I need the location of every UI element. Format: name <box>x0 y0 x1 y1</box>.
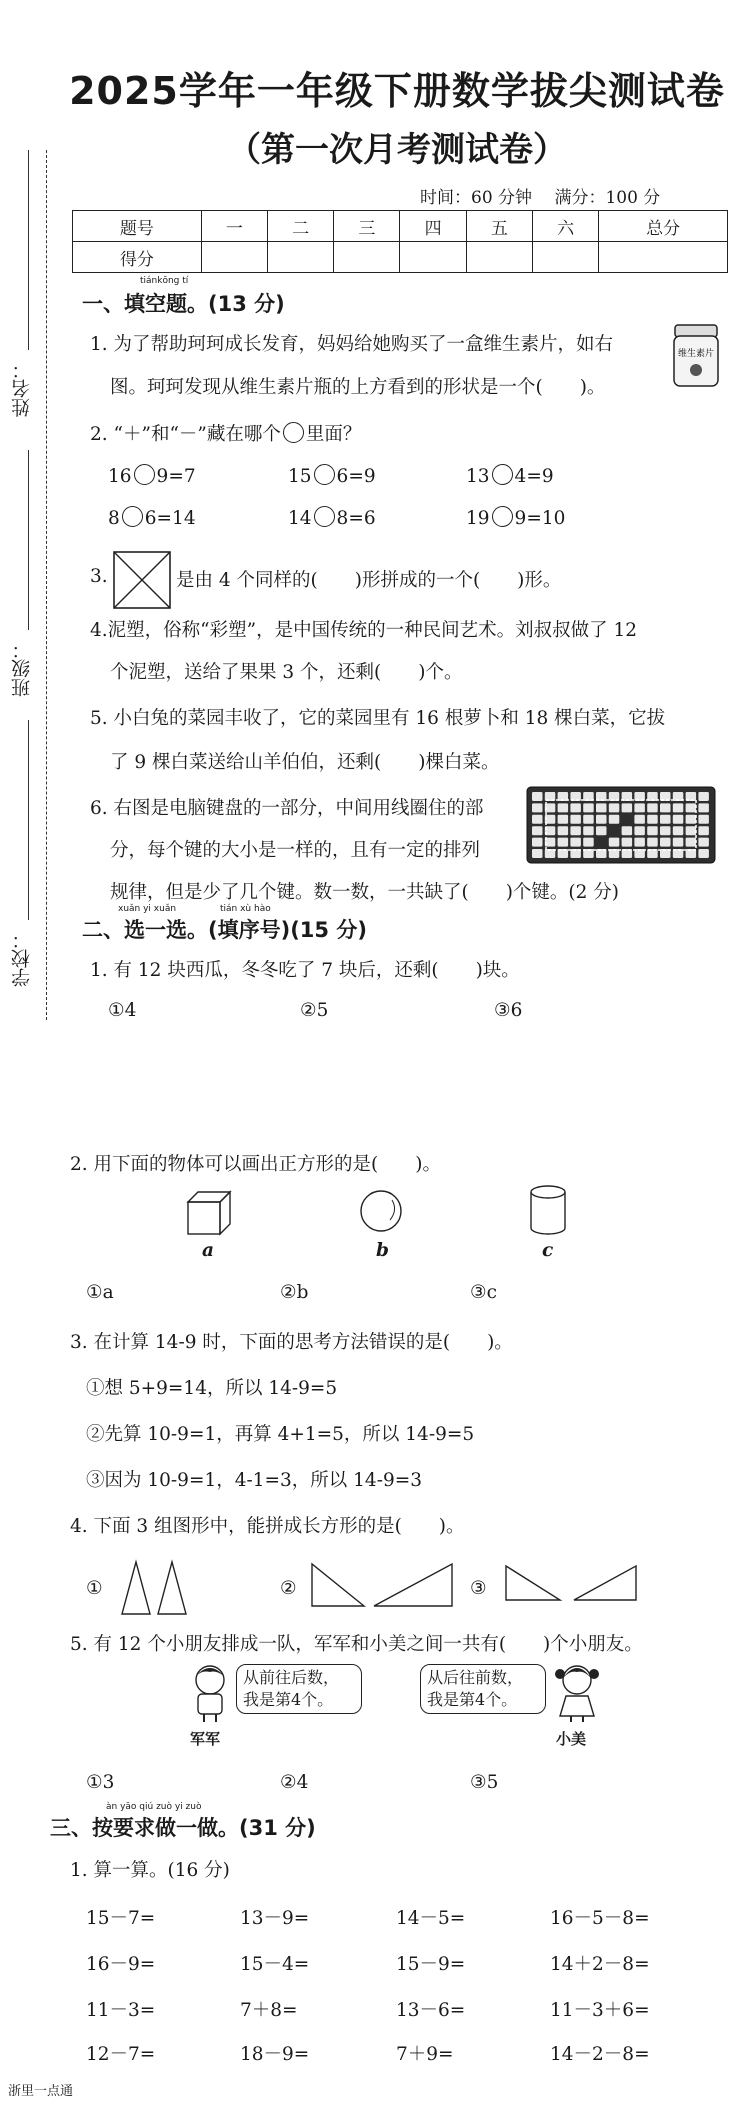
num: 16 <box>108 466 132 487</box>
pinyin: àn yāo qiú zuò yi zuò <box>106 1802 202 1812</box>
pinyin: tiánkōng tí <box>140 276 189 286</box>
keyboard-key <box>634 803 645 812</box>
score-cell: 得分 <box>73 242 202 273</box>
keyboard-key <box>647 803 658 812</box>
q2-item <box>108 506 196 529</box>
q2-item <box>288 506 376 529</box>
bubble-text: 从前往后数， <box>243 1668 340 1687</box>
keyboard-key <box>698 803 709 812</box>
q6-line2: 分，每个键的大小是一样的，且有一定的排列 <box>110 840 481 861</box>
q6-line1: 6. 右图是电脑键盘的一部分，中间用线圈住的部 <box>90 798 484 819</box>
ball-figure <box>358 1188 404 1234</box>
answer-circle[interactable] <box>134 464 155 485</box>
keyboard-key <box>673 826 684 835</box>
keyboard-key <box>583 803 594 812</box>
keyboard-key <box>647 838 658 847</box>
s3-sub1: 1. 算一算。(16 分) <box>70 1860 230 1881</box>
score-input-cell[interactable] <box>268 242 334 273</box>
q2-line <box>90 420 361 446</box>
keyboard-key <box>570 815 581 824</box>
option: ③c <box>470 1282 497 1303</box>
keyboard-key <box>622 826 633 835</box>
q1-line1: 1. 为了帮助珂珂成长发育，妈妈给她购买了一盒维生素片，如右 <box>90 334 614 355</box>
figure-label: b <box>376 1240 389 1261</box>
footer-brand: 浙里一点通 <box>8 2084 74 2099</box>
option-mark: ② <box>280 1578 297 1599</box>
q4-line2: 个泥塑，送给了果果 3 个，还剩( )个。 <box>110 662 463 683</box>
q2-item <box>466 506 565 529</box>
keyboard-key <box>660 838 671 847</box>
option: ②4 <box>280 1772 309 1793</box>
keyboard-key <box>698 792 709 801</box>
option: ①想 5+9=14，所以 14-9=5 <box>86 1378 338 1399</box>
q5-line2: 了 9 棵白菜送给山羊伯伯，还剩( )棵白菜。 <box>110 752 500 773</box>
score-input-cell[interactable] <box>532 242 598 273</box>
calc-item: 7＋9= <box>396 2044 454 2065</box>
keyboard-key <box>596 803 607 812</box>
calc-item: 14－2－8= <box>550 2044 650 2065</box>
cylinder-figure <box>528 1184 568 1236</box>
score-table-header-row <box>73 211 728 242</box>
s2-q5: 5. 有 12 个小朋友排成一队，军军和小美之间一共有( )个小朋友。 <box>70 1634 643 1655</box>
q2-item <box>108 464 196 487</box>
keyboard-key <box>558 838 569 847</box>
page-subtitle: （第一次月考测试卷） <box>227 130 567 170</box>
speech-bubble-junjun <box>236 1664 362 1714</box>
answer-circle[interactable] <box>492 506 513 527</box>
keyboard-key <box>698 849 709 858</box>
num: 9=10 <box>514 508 566 529</box>
two-right-triangles-figure <box>308 1560 458 1610</box>
score-input-cell[interactable] <box>334 242 400 273</box>
option: ②5 <box>300 1000 329 1021</box>
calc-item: 7＋8= <box>240 2000 298 2021</box>
score-input-cell[interactable] <box>400 242 466 273</box>
answer-circle[interactable] <box>314 464 335 485</box>
q2-item <box>466 464 554 487</box>
calc-item: 12－7= <box>86 2044 156 2065</box>
two-obtuse-triangles-figure <box>502 1562 642 1604</box>
score-cell: 总分 <box>599 211 728 242</box>
option: ③因为 10-9=1，4-1=3，所以 14-9=3 <box>86 1470 422 1491</box>
num: 8=6 <box>336 508 376 529</box>
section-2-title: 二、选一选。(填序号)(15 分) <box>82 918 367 942</box>
calc-item: 13－6= <box>396 2000 466 2021</box>
keyboard-key <box>673 803 684 812</box>
keyboard-key <box>596 815 607 824</box>
name-junjun: 军军 <box>190 1730 221 1748</box>
option: ①a <box>86 1282 114 1303</box>
section-1-title: 一、填空题。(13 分) <box>82 292 285 316</box>
keyboard-key <box>686 815 697 824</box>
num: 4=9 <box>514 466 554 487</box>
keyboard-key <box>660 815 671 824</box>
keyboard-key <box>583 826 594 835</box>
s2-q4: 4. 下面 3 组图形中，能拼成长方形的是( )。 <box>70 1516 465 1537</box>
keyboard-key <box>686 803 697 812</box>
score-cell: 四 <box>400 211 466 242</box>
score-input-cell[interactable] <box>599 242 728 273</box>
keyboard-key <box>622 803 633 812</box>
binding-dashed-line <box>46 150 47 1020</box>
name-xiaomei: 小美 <box>556 1730 587 1748</box>
keyboard-key <box>647 815 658 824</box>
option-mark: ③ <box>470 1578 487 1599</box>
score-input-cell[interactable] <box>466 242 532 273</box>
option: ③6 <box>494 1000 523 1021</box>
calc-item: 15－4= <box>240 1954 310 1975</box>
score-cell: 二 <box>268 211 334 242</box>
keyboard-key <box>558 803 569 812</box>
num: 13 <box>466 466 490 487</box>
bubble-text: 我是第4个。 <box>243 1690 334 1709</box>
num: 6=14 <box>144 508 196 529</box>
option: ①4 <box>108 1000 137 1021</box>
calc-item: 15－7= <box>86 1908 156 1929</box>
keyboard-key <box>686 826 697 835</box>
keyboard-key <box>609 815 620 824</box>
num: 9=7 <box>156 466 196 487</box>
calc-item: 15－9= <box>396 1954 466 1975</box>
keyboard-key <box>583 815 594 824</box>
keyboard-key <box>570 826 581 835</box>
page-title: 2025学年一年级下册数学拔尖测试卷 <box>69 69 725 113</box>
num: 19 <box>466 508 490 529</box>
square-with-diagonals-figure <box>112 550 172 610</box>
score-table-score-row <box>73 242 728 273</box>
calc-item: 13－9= <box>240 1908 310 1929</box>
keyboard-key <box>634 826 645 835</box>
time-info: 时间：60 分钟 满分：100 分 <box>420 188 661 208</box>
vitamin-bottle-image <box>672 322 720 388</box>
keyboard-key <box>698 826 709 835</box>
figure-label: a <box>202 1240 214 1261</box>
calc-item: 18－9= <box>240 2044 310 2065</box>
answer-circle[interactable] <box>492 464 513 485</box>
keyboard-key <box>634 838 645 847</box>
keyboard-key <box>532 826 543 835</box>
option: ①3 <box>86 1772 115 1793</box>
calc-item: 14＋2－8= <box>550 1954 650 1975</box>
pinyin: tián xù hào <box>220 904 271 914</box>
num: 8 <box>108 508 120 529</box>
q1-line2: 图。珂珂发现从维生素片瓶的上方看到的形状是一个( )。 <box>110 377 606 398</box>
q3-number: 3. <box>90 566 108 587</box>
bubble-text: 我是第4个。 <box>427 1690 518 1709</box>
keyboard-key <box>609 838 620 847</box>
keyboard-key <box>558 815 569 824</box>
calc-item: 16－9= <box>86 1954 156 1975</box>
keyboard-key <box>596 826 607 835</box>
q4-line1: 4.泥塑，俗称“彩塑”，是中国传统的一种民间艺术。刘叔叔做了 12 <box>90 620 637 641</box>
score-cell: 六 <box>532 211 598 242</box>
keyboard-key <box>660 826 671 835</box>
keyboard-image <box>526 786 716 864</box>
school-label: 学校： <box>11 930 33 987</box>
keyboard-key <box>609 803 620 812</box>
q5-line1: 5. 小白兔的菜园丰收了，它的菜园里有 16 根萝卜和 18 棵白菜，它拔 <box>90 708 666 729</box>
q3-text: 是由 4 个同样的( )形拼成的一个( )形。 <box>176 570 562 591</box>
q6-line3: 规律，但是少了几个键。数一数，一共缺了( )个键。(2 分) <box>110 882 620 903</box>
keyboard-key <box>532 803 543 812</box>
keyboard-key <box>634 815 645 824</box>
speech-bubble-xiaomei <box>420 1664 546 1714</box>
calc-item: 11－3＋6= <box>550 2000 650 2021</box>
keyboard-key <box>532 792 543 801</box>
pinyin: xuǎn yi xuǎn <box>118 904 177 914</box>
num: 14 <box>288 508 312 529</box>
bubble-text: 从后往前数， <box>427 1668 524 1687</box>
two-tall-triangles-figure <box>118 1558 194 1616</box>
option: ②b <box>280 1282 309 1303</box>
keyboard-key <box>673 838 684 847</box>
keyboard-key <box>532 838 543 847</box>
keyboard-key <box>686 838 697 847</box>
girl-xiaomei-figure <box>552 1662 602 1724</box>
keyboard-key <box>698 815 709 824</box>
name-line <box>28 150 29 350</box>
circle-symbol <box>283 422 304 443</box>
keyboard-key <box>583 838 594 847</box>
school-line <box>28 720 29 920</box>
num: 6=9 <box>336 466 376 487</box>
keyboard-key <box>660 803 671 812</box>
keyboard-key <box>673 815 684 824</box>
score-cell: 五 <box>466 211 532 242</box>
option: ③5 <box>470 1772 499 1793</box>
num: 15 <box>288 466 312 487</box>
calc-item: 14－5= <box>396 1908 466 1929</box>
q2-tail: 里面？ <box>305 424 362 445</box>
option: ②先算 10-9=1，再算 4+1=5，所以 14-9=5 <box>86 1424 475 1445</box>
option-mark: ① <box>86 1578 103 1599</box>
calc-item: 16－5－8= <box>550 1908 650 1929</box>
answer-circle[interactable] <box>314 506 335 527</box>
score-cell: 一 <box>201 211 267 242</box>
score-input-cell[interactable] <box>201 242 267 273</box>
q2-text: 2. “＋”和“－”藏在哪个 <box>90 424 281 445</box>
figure-label: c <box>542 1240 554 1261</box>
keyboard-key <box>570 838 581 847</box>
cube-figure <box>184 1188 232 1236</box>
keyboard-key <box>532 815 543 824</box>
calc-item: 11－3= <box>86 2000 156 2021</box>
keyboard-key <box>570 803 581 812</box>
class-line <box>28 450 29 630</box>
class-label: 班级： <box>11 640 33 697</box>
bottle-label: 维生素片 <box>677 349 715 359</box>
keyboard-key <box>698 838 709 847</box>
s2-q1: 1. 有 12 块西瓜，冬冬吃了 7 块后，还剩( )块。 <box>90 960 520 981</box>
s2-q2: 2. 用下面的物体可以画出正方形的是( )。 <box>70 1154 441 1175</box>
keyboard-key <box>622 838 633 847</box>
q2-item <box>288 464 376 487</box>
score-cell: 题号 <box>73 211 202 242</box>
s2-q3: 3. 在计算 14-9 时，下面的思考方法错误的是( )。 <box>70 1332 513 1353</box>
score-cell: 三 <box>334 211 400 242</box>
score-table <box>72 210 728 273</box>
name-label: 姓名： <box>11 360 33 417</box>
section-3-title: 三、按要求做一做。(31 分) <box>50 1816 316 1840</box>
answer-circle[interactable] <box>122 506 143 527</box>
keyboard-key <box>532 849 543 858</box>
boy-junjun-figure <box>186 1662 234 1724</box>
keyboard-key <box>647 826 658 835</box>
keyboard-key <box>558 826 569 835</box>
